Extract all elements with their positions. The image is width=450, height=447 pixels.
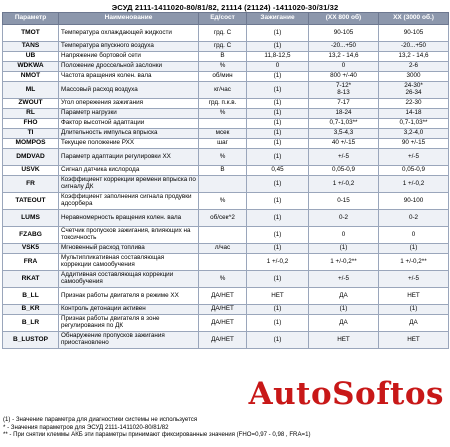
column-header-ignition: Зажигание: [247, 13, 309, 25]
param-ignition-value: 11,8-12,5: [247, 52, 309, 62]
param-unit: грд. С: [199, 42, 247, 52]
param-xx800-value: +/-5: [309, 271, 379, 288]
table-row: [3, 210, 449, 227]
param-name: Положение дроссельной заслонки: [59, 62, 199, 72]
table-row: [3, 244, 449, 254]
table-row: [3, 332, 449, 349]
param-xx800-value: 0: [309, 62, 379, 72]
param-xx800-value: 0,7-1,03**: [309, 119, 379, 129]
param-xx3000-value: НЕТ: [379, 332, 449, 349]
param-unit: [199, 119, 247, 129]
param-unit: ДА/НЕТ: [199, 288, 247, 305]
param-code: LUMS: [3, 210, 59, 227]
param-code: ZWOUT: [3, 99, 59, 109]
table-row: [3, 99, 449, 109]
param-xx3000-value: 90 +/-15: [379, 139, 449, 149]
param-name: Мультипликативная составляющая коррекции самообучения: [59, 254, 199, 271]
param-ignition-value: (1): [247, 149, 309, 166]
param-name: Мгновенный расход топлива: [59, 244, 199, 254]
param-ignition-value: 0: [247, 62, 309, 72]
param-xx800-value: 1 +/-0,2**: [309, 254, 379, 271]
param-xx3000-value: 90-105: [379, 25, 449, 42]
param-code: B_LR: [3, 315, 59, 332]
table-row: [3, 288, 449, 305]
param-xx3000-value: 13,2 - 14,6: [379, 52, 449, 62]
param-ignition-value: (1): [247, 119, 309, 129]
param-xx800-value: (1): [309, 305, 379, 315]
param-xx800-value: (1): [309, 244, 379, 254]
param-unit: В: [199, 166, 247, 176]
param-name: Напряжение бортовой сети: [59, 52, 199, 62]
param-xx800-value: 0: [309, 227, 379, 244]
param-ignition-value: НЕТ: [247, 288, 309, 305]
param-name: Частота вращения колен. вала: [59, 72, 199, 82]
param-code: TATEOUT: [3, 193, 59, 210]
param-code: NMOT: [3, 72, 59, 82]
footnote: * - Значения параметров для ЭСУД 2111-1411020-80/81/82: [3, 423, 169, 431]
param-xx3000-value: ДА: [379, 315, 449, 332]
param-xx3000-value: (1): [379, 244, 449, 254]
param-code: FHO: [3, 119, 59, 129]
param-ignition-value: (1): [247, 25, 309, 42]
param-xx3000-value: 24-30* 26-34: [379, 82, 449, 99]
param-code: USVK: [3, 166, 59, 176]
param-xx800-value: 90-105: [309, 25, 379, 42]
param-code: TMOT: [3, 25, 59, 42]
footnote: ** - При снятии клеммы АКБ эти параметры принимают фиксированные значения (FHO=0,97 - 0,98 , FRA=1): [3, 431, 311, 439]
param-unit: мсек: [199, 129, 247, 139]
param-name: Неравномерность вращения колен. вала: [59, 210, 199, 227]
param-unit: %: [199, 193, 247, 210]
param-ignition-value: (1): [247, 139, 309, 149]
param-xx800-value: -20...+50: [309, 42, 379, 52]
param-code: MOMPOS: [3, 139, 59, 149]
param-ignition-value: (1): [247, 99, 309, 109]
param-name: Коэффициент заполнения сигнала продувки адсорбера: [59, 193, 199, 210]
table-row: [3, 72, 449, 82]
column-header-xx800: (XX 800 об): [309, 13, 379, 25]
param-code: UB: [3, 52, 59, 62]
param-name: Счетчик пропусков зажигания, влияющих на токсичность: [59, 227, 199, 244]
param-name: Признак работы двигателя в зоне регулирования по ДК: [59, 315, 199, 332]
table-row: [3, 254, 449, 271]
param-name: Массовый расход воздуха: [59, 82, 199, 99]
param-ignition-value: 1 +/-0,2: [247, 254, 309, 271]
table-row: [3, 25, 449, 42]
param-code: ML: [3, 82, 59, 99]
footnotes: [3, 416, 449, 439]
param-name: Обнаружение пропусков зажигания приостановлено: [59, 332, 199, 349]
param-ignition-value: (1): [247, 72, 309, 82]
param-xx800-value: 1 +/-0,2: [309, 176, 379, 193]
param-unit: В: [199, 52, 247, 62]
table-row: [3, 271, 449, 288]
param-name: Температура впускного воздуха: [59, 42, 199, 52]
param-xx3000-value: 22-30: [379, 99, 449, 109]
table-row: [3, 315, 449, 332]
param-code: FRA: [3, 254, 59, 271]
param-code: RKAT: [3, 271, 59, 288]
param-ignition-value: (1): [247, 193, 309, 210]
param-code: B_LUSTOP: [3, 332, 59, 349]
param-xx3000-value: 3000: [379, 72, 449, 82]
param-xx3000-value: 0,05-0,9: [379, 166, 449, 176]
param-ignition-value: (1): [247, 210, 309, 227]
column-header-unit: Ед/сост: [199, 13, 247, 25]
param-xx800-value: 0-2: [309, 210, 379, 227]
param-unit: грд. п.к.в.: [199, 99, 247, 109]
param-name: Текущее положение РХХ: [59, 139, 199, 149]
table-row: [3, 166, 449, 176]
param-code: FR: [3, 176, 59, 193]
param-unit: ДА/НЕТ: [199, 315, 247, 332]
param-ignition-value: (1): [247, 42, 309, 52]
param-unit: л/час: [199, 244, 247, 254]
table-row: [3, 305, 449, 315]
param-xx3000-value: +/-5: [379, 271, 449, 288]
param-xx800-value: 7-17: [309, 99, 379, 109]
param-xx3000-value: 0: [379, 227, 449, 244]
param-xx800-value: 800 +/-40: [309, 72, 379, 82]
param-xx3000-value: 1 +/-0,2: [379, 176, 449, 193]
param-xx800-value: 18-24: [309, 109, 379, 119]
param-name: Аддитивная составляющая коррекции самообучения: [59, 271, 199, 288]
table-row: [3, 62, 449, 72]
param-xx3000-value: 14-18: [379, 109, 449, 119]
table-header-row: [3, 13, 449, 25]
param-name: Сигнал датчика кислорода: [59, 166, 199, 176]
param-ignition-value: (1): [247, 129, 309, 139]
param-ignition-value: (1): [247, 244, 309, 254]
param-xx3000-value: 0,7-1,03**: [379, 119, 449, 129]
table-row: [3, 52, 449, 62]
param-xx3000-value: +/-5: [379, 149, 449, 166]
param-name: Температура охлаждающей жидкости: [59, 25, 199, 42]
param-name: Длительность импульса впрыска: [59, 129, 199, 139]
param-unit: %: [199, 109, 247, 119]
table-row: [3, 119, 449, 129]
param-unit: кг/час: [199, 82, 247, 99]
param-xx3000-value: НЕТ: [379, 288, 449, 305]
param-unit: %: [199, 149, 247, 166]
param-xx800-value: ДА: [309, 315, 379, 332]
param-xx3000-value: (1): [379, 305, 449, 315]
column-header-name: Наименование: [59, 13, 199, 25]
param-unit: ДА/НЕТ: [199, 332, 247, 349]
page-title: ЭСУД 2111-1411020-80/81/82, 21114 (21124) -1411020-30/31/32: [111, 3, 339, 12]
param-unit: об/сек^2: [199, 210, 247, 227]
param-xx800-value: +/-5: [309, 149, 379, 166]
param-code: B_LL: [3, 288, 59, 305]
param-unit: [199, 176, 247, 193]
param-xx3000-value: 2-6: [379, 62, 449, 72]
param-unit: [199, 227, 247, 244]
param-xx800-value: 7-12* 8-13: [309, 82, 379, 99]
param-ignition-value: (1): [247, 82, 309, 99]
param-unit: %: [199, 271, 247, 288]
param-name: Признак работы двигателя в режиме ХХ: [59, 288, 199, 305]
param-code: B_KR: [3, 305, 59, 315]
param-xx800-value: ДА: [309, 288, 379, 305]
param-unit: грд. С: [199, 25, 247, 42]
param-xx800-value: 0-15: [309, 193, 379, 210]
table-row: [3, 82, 449, 99]
param-xx3000-value: 1 +/-0,2**: [379, 254, 449, 271]
param-name: Параметр нагрузки: [59, 109, 199, 119]
param-ignition-value: (1): [247, 271, 309, 288]
param-ignition-value: (1): [247, 227, 309, 244]
param-ignition-value: (1): [247, 176, 309, 193]
param-xx800-value: 40 +/-15: [309, 139, 379, 149]
table-row: [3, 42, 449, 52]
param-code: TANS: [3, 42, 59, 52]
param-ignition-value: (1): [247, 332, 309, 349]
table-row: [3, 129, 449, 139]
param-name: Коэффициент коррекции времени впрыска по сигналу ДК: [59, 176, 199, 193]
param-code: VSK5: [3, 244, 59, 254]
param-unit: шаг: [199, 139, 247, 149]
param-ignition-value: 0,45: [247, 166, 309, 176]
param-code: TI: [3, 129, 59, 139]
param-name: Параметр адаптации регулировки ХХ: [59, 149, 199, 166]
param-ignition-value: (1): [247, 315, 309, 332]
param-unit: ДА/НЕТ: [199, 305, 247, 315]
table-row: [3, 176, 449, 193]
param-ignition-value: (1): [247, 109, 309, 119]
param-ignition-value: (1): [247, 305, 309, 315]
table-row: [3, 193, 449, 210]
table-row: [3, 109, 449, 119]
param-code: FZABG: [3, 227, 59, 244]
param-code: WDKWA: [3, 62, 59, 72]
param-xx800-value: НЕТ: [309, 332, 379, 349]
param-code: DMDVAD: [3, 149, 59, 166]
param-xx3000-value: 0-2: [379, 210, 449, 227]
param-unit: об/мин: [199, 72, 247, 82]
param-xx3000-value: -20...+50: [379, 42, 449, 52]
param-unit: [199, 254, 247, 271]
param-name: Угол опережения зажигания: [59, 99, 199, 109]
table-row: [3, 227, 449, 244]
param-name: Контроль детонации активен: [59, 305, 199, 315]
table-row: [3, 149, 449, 166]
footnote: (1) - Значение параметра для диагностики системы не используется: [3, 416, 198, 423]
parameters-table: [2, 12, 449, 349]
param-xx3000-value: 90-100: [379, 193, 449, 210]
param-xx800-value: 13,2 - 14,6: [309, 52, 379, 62]
param-xx3000-value: 3,2-4,0: [379, 129, 449, 139]
table-row: [3, 139, 449, 149]
param-unit: %: [199, 62, 247, 72]
watermark-logo: AutoSoftos: [248, 376, 444, 412]
column-header-parameter: Параметр: [3, 13, 59, 25]
param-code: RL: [3, 109, 59, 119]
param-name: Фактор высотной адаптации: [59, 119, 199, 129]
param-xx800-value: 0,05-0,9: [309, 166, 379, 176]
column-header-xx3000: XX (3000 об.): [379, 13, 449, 25]
param-xx800-value: 3,5-4,3: [309, 129, 379, 139]
